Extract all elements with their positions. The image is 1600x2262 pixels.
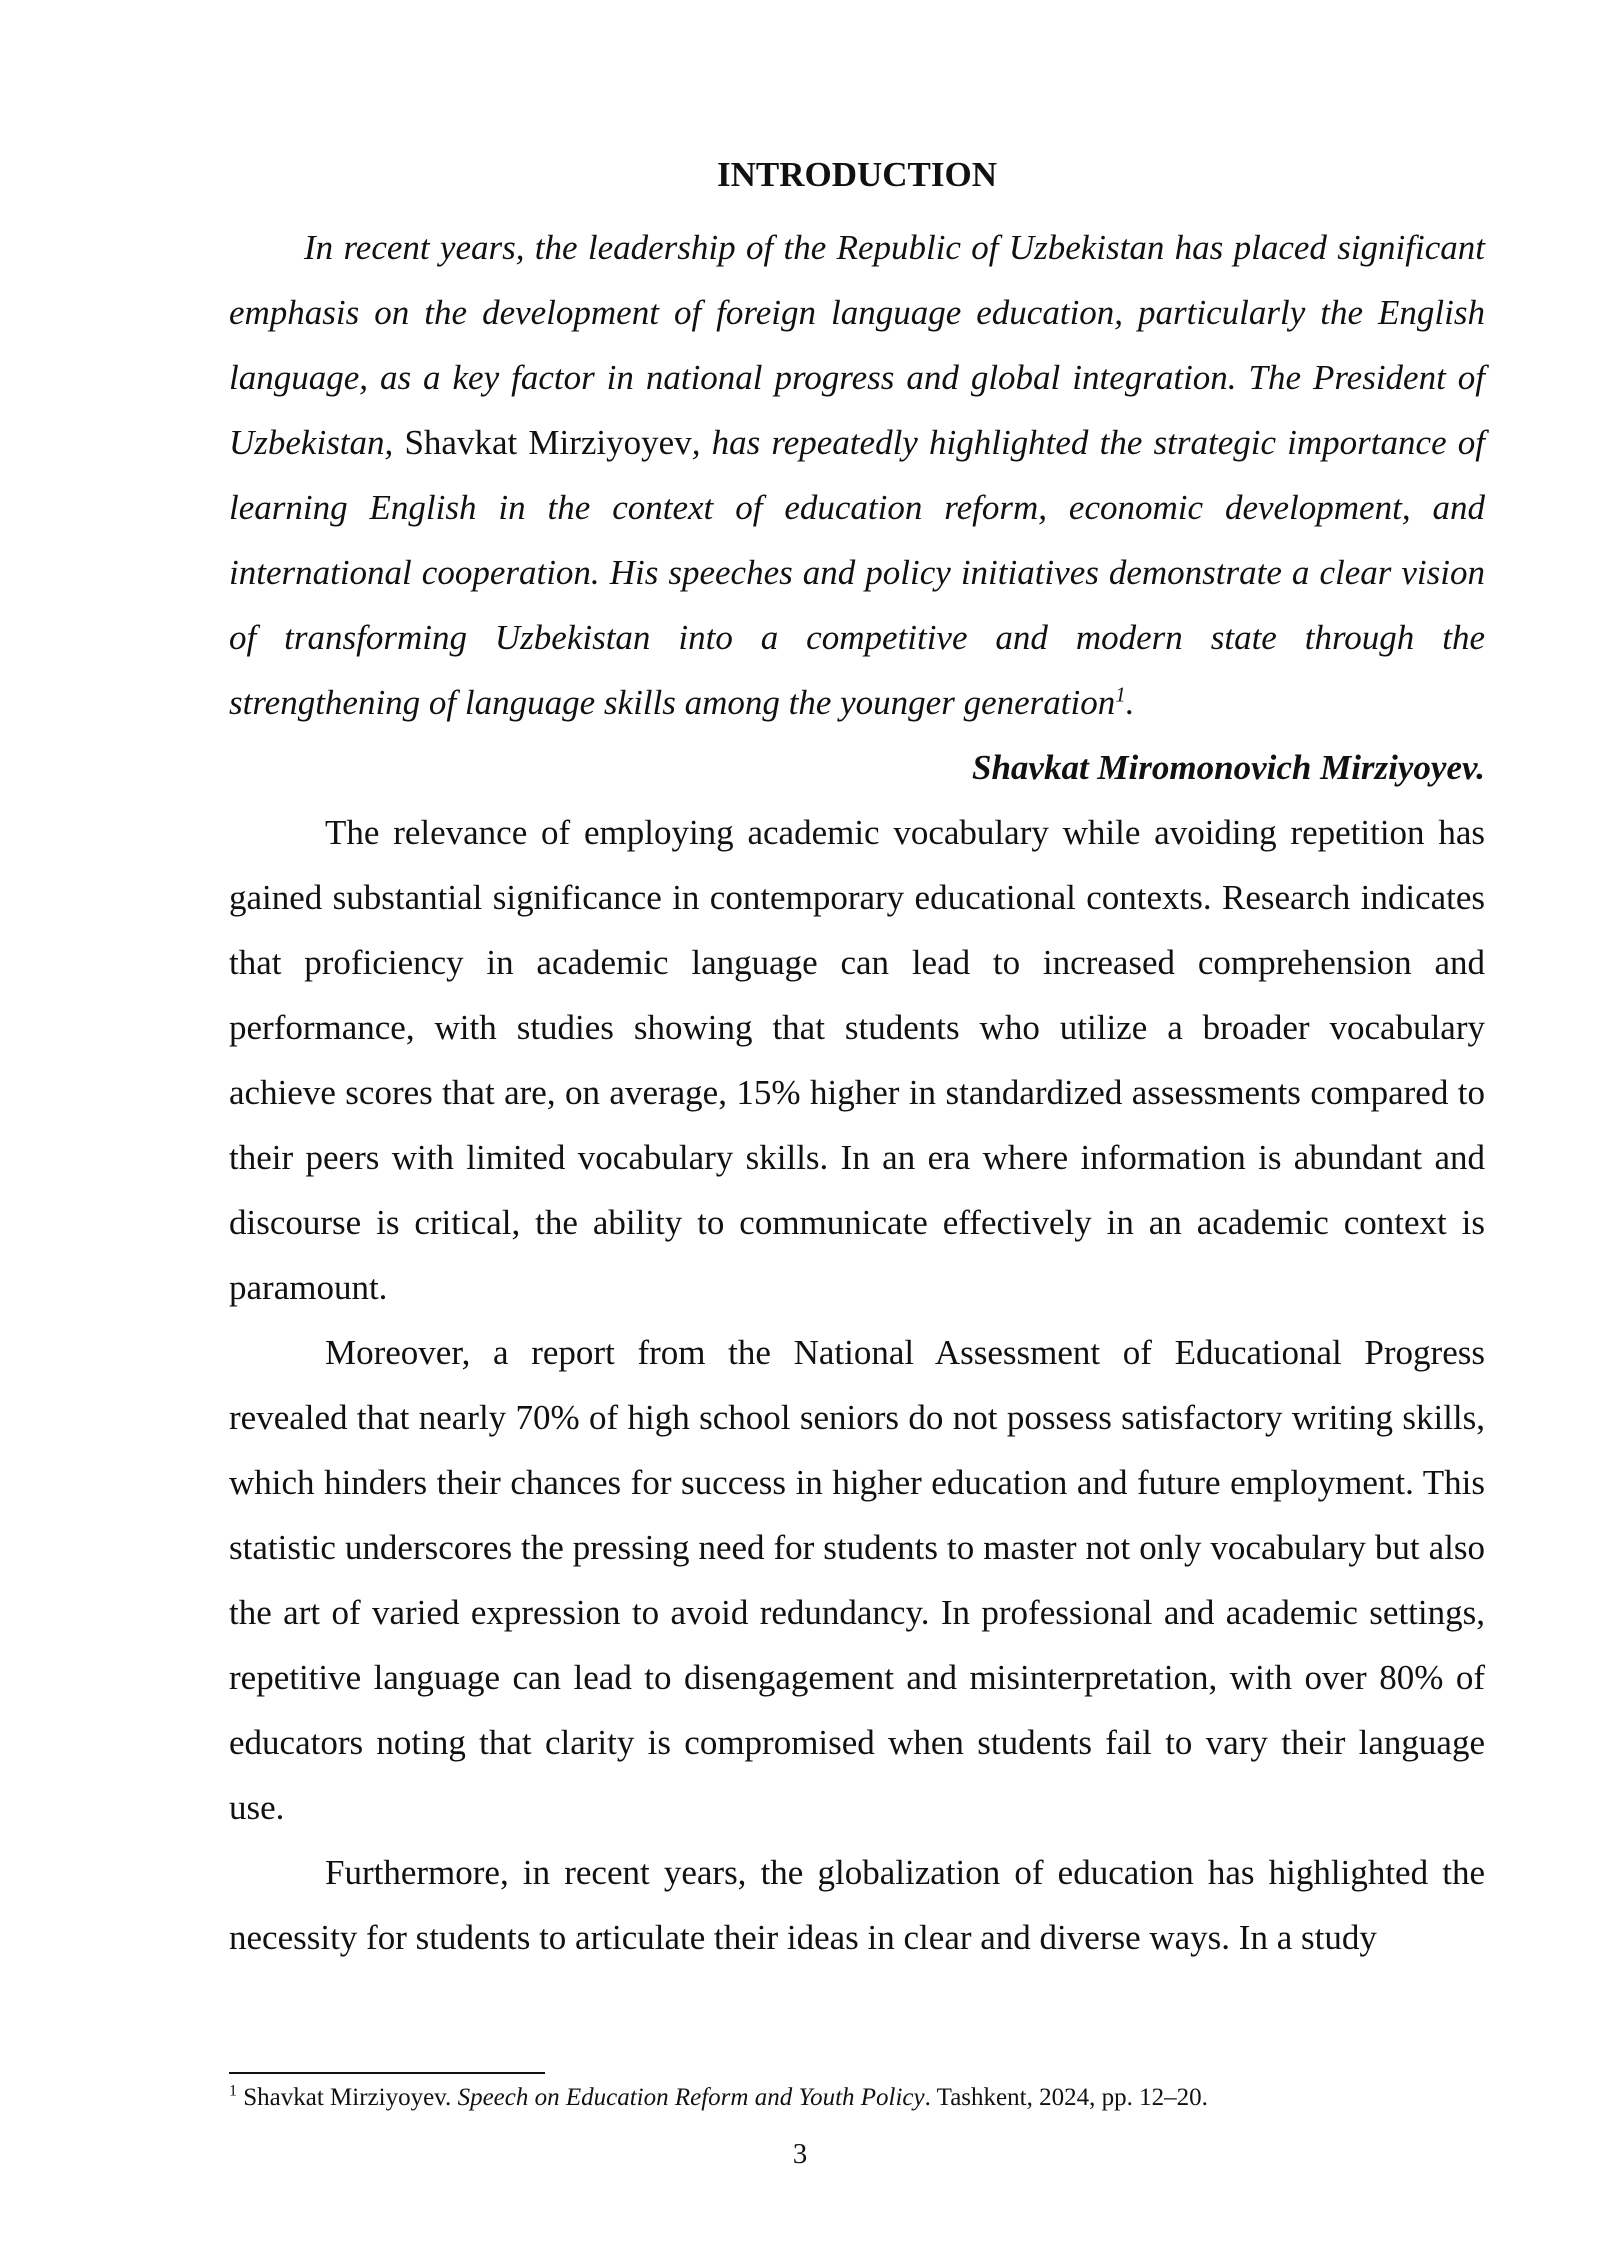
intro-text-part-1: In recent years, the leadership of the Republic of Uzbekistan has placed significant emphasis on the development of foreign language education, particularly the English language, as a key factor in national progress and global integration. The President of Uzbekistan, (229, 228, 1485, 462)
page-body (229, 150, 1485, 1970)
footnote-title: Speech on Education Reform and Youth Policy (457, 2084, 925, 2111)
body-paragraph: Furthermore, in recent years, the globalization of education has highlighted the necessity for students to articulate their ideas in clear and diverse ways. In a study (229, 1853, 1485, 1957)
footnote-details: . Tashkent, 2024, pp. 12–20. (924, 2084, 1208, 2111)
body-paragraph: Moreover, a report from the National Assessment of Educational Progress revealed that nearly 70% of high school seniors do not possess satisfactory writing skills, which hinders their chances for success in higher education and future employment. This statistic underscores the pressing need for students to master not only vocabulary but also the art of varied expression to avoid redundancy. In professional and academic settings, repetitive language can lead to disengagement and misinterpretation, with over 80% of educators noting that clarity is compromised when students fail to vary their language use. (229, 1333, 1485, 1827)
footnote-author: Shavkat Mirziyoyev. (237, 2084, 458, 2111)
footnote (229, 2081, 1485, 2115)
section-heading: INTRODUCTION (716, 155, 998, 194)
footnote-separator (229, 2072, 545, 2074)
footnote-reference[interactable]: 1 (1115, 682, 1126, 707)
intro-paragraph (229, 215, 1485, 735)
intro-text-part-2: , has repeatedly highlighted the strategic importance of learning English in the context of education reform, economic development, and international cooperation. His speeches and policy initiatives demonstrate a clear vision of transforming Uzbekistan into a competitive and modern state through the strengthening of language skills among the younger generation (229, 423, 1485, 722)
body-paragraph: The relevance of employing academic vocabulary while avoiding repetition has gained substantial significance in contemporary educational contexts. Research indicates that proficiency in academic language can lead to increased comprehension and performance, with studies showing that students who utilize a broader vocabulary achieve scores that are, on average, 15% higher in standardized assessments compared to their peers with limited vocabulary skills. In an era where information is abundant and discourse is critical, the ability to communicate effectively in an academic context is paramount. (229, 813, 1485, 1307)
president-name: Shavkat Mirziyoyev (404, 423, 692, 462)
signature-line: Shavkat Miromonovich Mirziyoyev. (971, 748, 1485, 787)
footnote-number: 1 (229, 2082, 237, 2100)
page-number: 3 (792, 2138, 808, 2170)
intro-end-punctuation: . (1125, 683, 1135, 722)
